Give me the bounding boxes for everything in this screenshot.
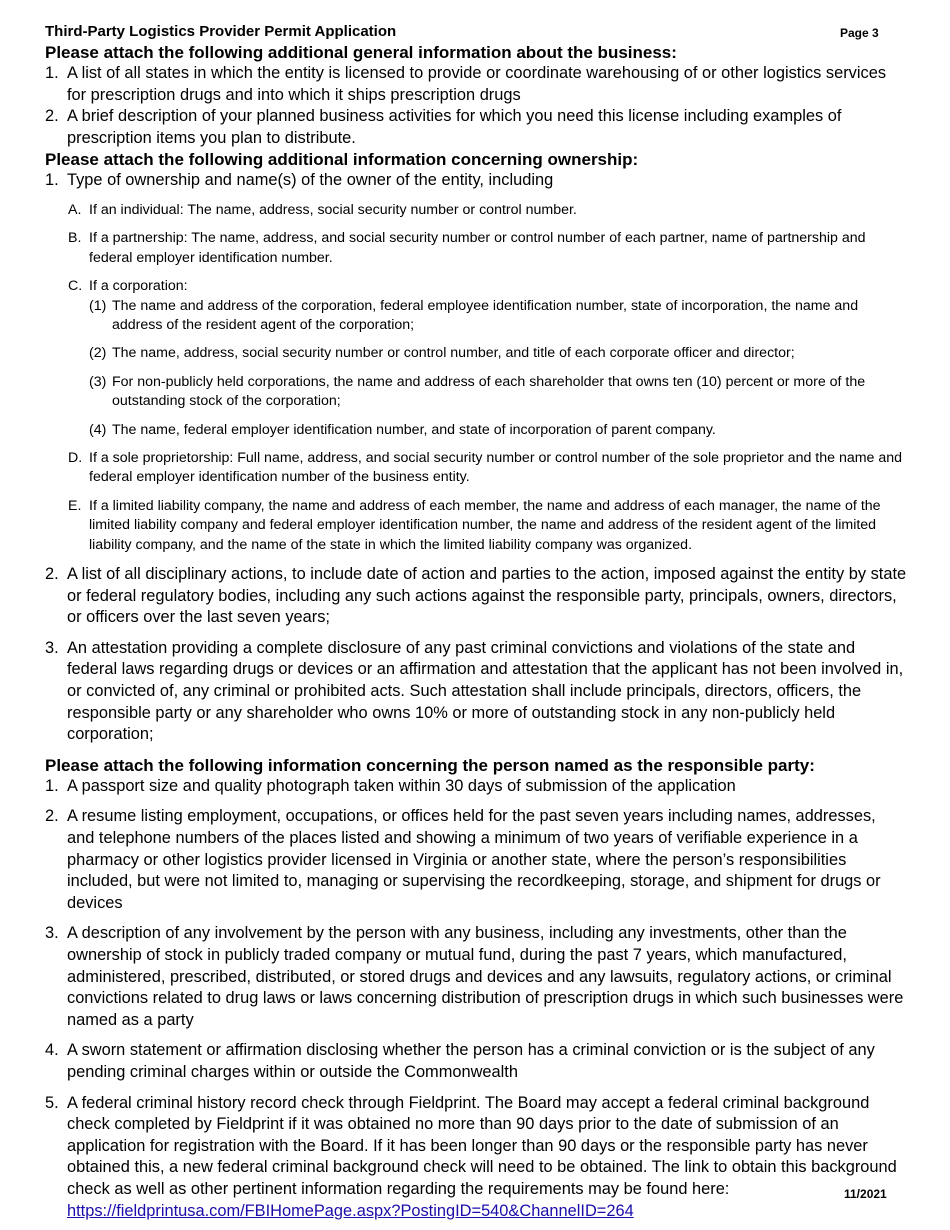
sub-text: If a corporation: [89, 278, 188, 295]
business-heading: Please attach the following additional general information about the business: [45, 43, 677, 62]
subsub-text: The name, address, social security number or control number, and title of each corporate officer and director; [112, 345, 795, 362]
revision-date: 11/2021 [844, 1187, 887, 1201]
item-number: 1. [45, 171, 59, 190]
sub-text: If a partnership: The name, address, and social security number or control number of each partner, name of partnership and federal employer identification number. [89, 230, 866, 266]
item-text: A description of any involvement by the person with any business, including any investments, other than the ownership of stock in publicly traded company or mutual fund, during the past 7 years, which manufactured, administered, prescribed, distributed, or stored drugs and devices and any lawsuits, regulatory actions, or criminal convictions related to drug laws or laws concerning distribution of prescription drugs in which such businesses were named as a party [67, 924, 904, 1029]
item-text: A resume listing employment, occupations, or offices held for the past seven years including names, addresses, and telephone numbers of the places listed and showing a minimum of two years of verifiable experience in a pharmacy or other logistics provider licensed in Virginia or another state, where the person’s responsibilities included, but were not limited to, managing or supervising the recordkeeping, storage, and shipment for drugs or devices [67, 807, 881, 912]
item-number: 2. [45, 565, 59, 584]
document-title: Third-Party Logistics Provider Permit Application [45, 23, 397, 40]
responsible-item-5 [45, 1093, 907, 1223]
subsub-number: (2) [89, 345, 107, 362]
item-number: 3. [45, 638, 59, 657]
ownership-sub-d [68, 449, 907, 488]
item-text: A passport size and quality photograph taken within 30 days of submission of the application [67, 776, 736, 795]
item-number: 1. [45, 64, 59, 82]
item-text: Type of ownership and name(s) of the owner of the entity, including [67, 171, 554, 190]
subsub-text: The name, federal employer identification number, and state of incorporation of parent company. [112, 421, 716, 438]
item-text: A list of all disciplinary actions, to include date of action and parties to the action, imposed against the entity by state or federal regulatory bodies, including any such actions against the responsible party, principals, owners, directors, or officers over the last seven years; [67, 565, 907, 627]
sub-text: If a sole proprietorship: Full name, address, and social security number or control number of the sole proprietor and the name and federal employer identification number of the business entity. [89, 450, 903, 486]
item-text: A sworn statement or affirmation disclosing whether the person has a criminal conviction or is the subject of any pending criminal charges within or outside the Commonwealth [67, 1041, 875, 1081]
ownership-sub-a [68, 201, 907, 220]
subsub-number: (3) [89, 373, 107, 390]
item-number: 5. [45, 1093, 59, 1112]
ownership-sub-e [68, 497, 907, 555]
sub-text: If an individual: The name, address, social security number or control number. [89, 201, 577, 218]
ownership-item-3 [45, 638, 907, 746]
item-number: 1. [45, 776, 59, 795]
sub-letter: C. [68, 278, 83, 295]
page-number: Page 3 [840, 26, 879, 40]
responsible-item-3 [45, 923, 907, 1031]
item-text: A brief description of your planned business activities for which you need this license including examples of prescription items you plan to distribute. [67, 107, 842, 147]
responsible-item-2 [45, 806, 907, 914]
ownership-heading: Please attach the following additional information concerning ownership: [45, 150, 639, 170]
business-item-1 [45, 63, 907, 106]
subsub-text: The name and address of the corporation, federal employee identification number, state of incorporation, the name and address of the resident agent of the corporation; [112, 297, 859, 333]
corporation-item-2 [89, 344, 907, 363]
responsible-item-1 [45, 776, 907, 798]
ownership-sub-b [68, 229, 907, 268]
sub-letter: A. [68, 201, 82, 218]
item-text: A federal criminal history record check through Fieldprint. The Board may accept a federal criminal background check completed by Fieldprint if it was obtained no more than 90 days prior to the date of submission of an application for registration with the Board. If it has been longer than 90 days or the responsible party has never obtained this, a new federal criminal background check will need to be obtained. The link to obtain this background check as well as other pertinent information regarding the requirements may be found here: [67, 1093, 897, 1198]
corporation-item-3 [89, 373, 907, 412]
business-item-2 [45, 106, 907, 149]
sub-letter: E. [68, 497, 82, 514]
ownership-sub-c [68, 277, 907, 296]
item-number: 3. [45, 924, 59, 943]
item-number: 2. [45, 807, 59, 826]
item-text-block [67, 1093, 907, 1223]
ownership-item-1 [45, 170, 907, 192]
sub-letter: B. [68, 230, 82, 247]
sub-letter: D. [68, 450, 83, 467]
sub-text: If a limited liability company, the name and address of each member, the name and address of each manager, the name of the limited liability company and federal employer identification number, the name and address of the resident agent of the limited liability company, and the name of the state in which the limited liability company was organized. [89, 497, 881, 553]
fieldprint-link[interactable]: https://fieldprintusa.com/FBIHomePage.aspx?PostingID=540&ChannelID=264 [67, 1201, 634, 1220]
item-text: A list of all states in which the entity is licensed to provide or coordinate warehousing of or other logistics services for prescription drugs and into which it ships prescription drugs [67, 64, 887, 104]
corporation-item-1 [89, 297, 907, 336]
item-number: 4. [45, 1041, 59, 1060]
subsub-number: (4) [89, 421, 107, 438]
subsub-number: (1) [89, 297, 107, 314]
subsub-text: For non-publicly held corporations, the name and address of each shareholder that owns ten (10) percent or more of the outstanding stock of the corporation; [112, 373, 866, 410]
item-text: An attestation providing a complete disclosure of any past criminal convictions and violations of the state and federal laws regarding drugs or devices or an affirmation and attestation that the applicant has not been involved in, or convicted of, any criminal or prohibited acts. Such attestation shall include principals, directors, officers, the responsible party or any shareholder who owns 10% or more of outstanding stock in any non-publicly held corporation; [67, 638, 904, 744]
responsible-item-4 [45, 1040, 907, 1083]
document-body [45, 42, 907, 1222]
item-number: 2. [45, 107, 59, 126]
corporation-item-4 [89, 421, 907, 440]
ownership-item-2 [45, 564, 907, 629]
responsible-heading: Please attach the following information concerning the person named as the responsible party: [45, 755, 815, 775]
